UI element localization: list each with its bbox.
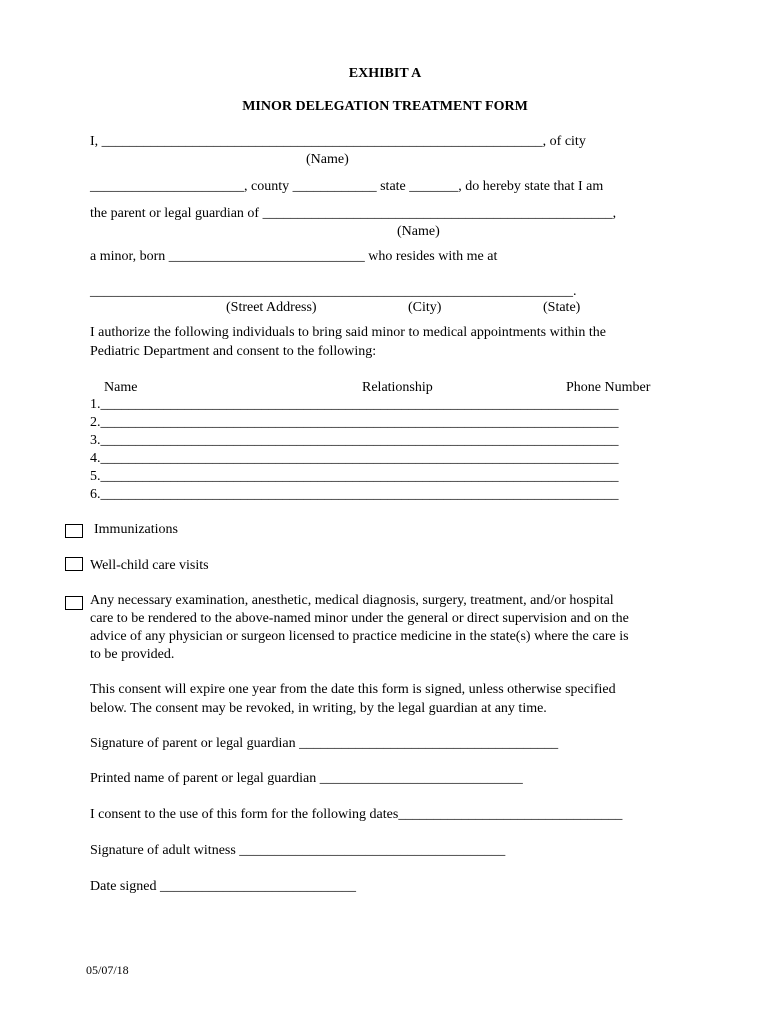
contacts-header-phone: Phone Number [566,380,651,395]
name-caption: (Name) [306,152,349,167]
immunizations-label: Immunizations [94,522,178,537]
contacts-header-name: Name [104,380,138,395]
witness-signature-field[interactable]: Signature of adult witness ______________________________________ [90,843,506,858]
minor-name-caption: (Name) [397,224,440,239]
city-caption: (City) [408,300,442,315]
authorization-text-line2: Pediatric Department and consent to the following: [90,344,377,359]
any-necessary-line1: Any necessary examination, anesthetic, medical diagnosis, surgery, treatment, and/or hospital [90,593,614,608]
any-necessary-checkbox[interactable] [65,596,83,610]
form-title: MINOR DELEGATION TREATMENT FORM [242,99,528,114]
contact-row-2[interactable]: 2.__________________________________________________________________________ [90,415,619,430]
intro-line-birth[interactable]: a minor, born ____________________________ who resides with me at [90,249,498,264]
contact-row-1[interactable]: 1.__________________________________________________________________________ [90,397,619,412]
intro-line-minor-name[interactable]: the parent or legal guardian of __________________________________________________, [90,206,617,221]
contact-row-4[interactable]: 4.__________________________________________________________________________ [90,451,619,466]
exhibit-heading: EXHIBIT A [348,66,422,81]
street-address-caption: (Street Address) [226,300,317,315]
intro-line-name[interactable]: I, _______________________________________________________________, of city [90,134,586,149]
intro-line-location[interactable]: ______________________, county ____________ state _______, do hereby state that I am [90,179,604,194]
contacts-header-relationship: Relationship [362,380,433,395]
footer-date: 05/07/18 [86,963,129,977]
any-necessary-line2: care to be rendered to the above-named minor under the general or direct supervision and on the [90,611,629,626]
expiry-text-line2: below. The consent may be revoked, in writing, by the legal guardian at any time. [90,701,547,716]
date-signed-field[interactable]: Date signed ____________________________ [90,879,356,894]
intro-line-address[interactable]: _____________________________________________________________________. [90,284,577,299]
authorization-text-line1: I authorize the following individuals to bring said minor to medical appointments within the [90,325,606,340]
printed-name-field[interactable]: Printed name of parent or legal guardian _____________________________ [90,771,523,786]
parent-signature-field[interactable]: Signature of parent or legal guardian _____________________________________ [90,736,559,751]
expiry-text-line1: This consent will expire one year from the date this form is signed, unless otherwise specified [90,682,616,697]
any-necessary-line3: advice of any physician or surgeon licensed to practice medicine in the state(s) where the care is [90,629,629,644]
consent-dates-field[interactable]: I consent to the use of this form for the following dates________________________________ [90,807,623,822]
contact-row-3[interactable]: 3.__________________________________________________________________________ [90,433,619,448]
contact-row-6[interactable]: 6.__________________________________________________________________________ [90,487,619,502]
contact-row-5[interactable]: 5.__________________________________________________________________________ [90,469,619,484]
state-caption: (State) [543,300,581,315]
well-child-label: Well-child care visits [90,558,209,573]
immunizations-checkbox[interactable] [65,524,83,538]
well-child-checkbox[interactable] [65,557,83,571]
any-necessary-line4: to be provided. [90,647,175,662]
